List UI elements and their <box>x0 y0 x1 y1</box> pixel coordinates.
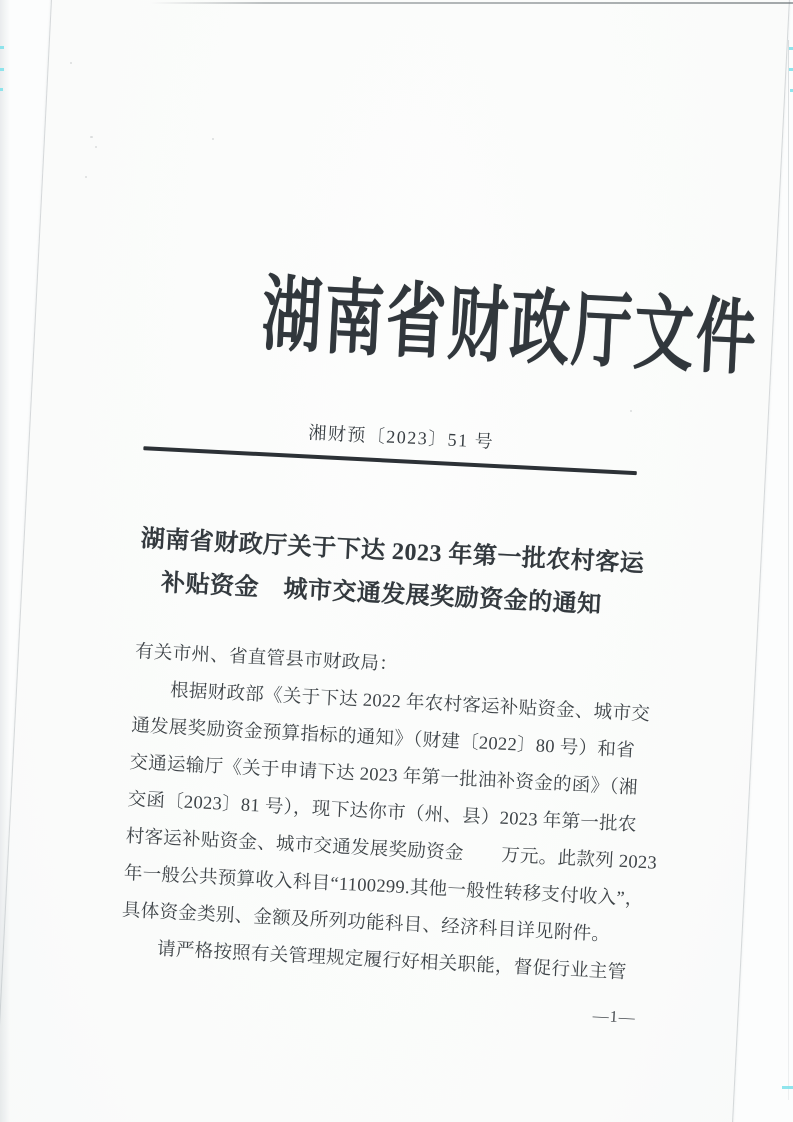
body-text <box>119 634 658 991</box>
page-number: —1— <box>592 1007 637 1027</box>
scan-top-edge-line <box>150 2 793 4</box>
body-line: 村客运补贴资金、城市交通发展奖励资金 万元。此款列 2023 <box>125 826 658 874</box>
registration-mark <box>789 68 793 71</box>
subject-heading-line-2: 补贴资金 城市交通发展奖励资金的通知 <box>160 569 603 619</box>
scan-speck <box>212 138 214 140</box>
registration-mark <box>782 1086 793 1089</box>
issuing-org-title <box>150 0 761 386</box>
scan-speck <box>630 410 632 412</box>
registration-mark <box>789 47 793 50</box>
scan-speck <box>85 176 87 178</box>
body-line: 年一般公共预算收入科目“1100299.其他一般性转移支付收入”， <box>123 863 645 910</box>
registration-mark <box>0 88 3 91</box>
salutation-line: 有关市州、省直管县市财政局： <box>134 641 399 675</box>
scan-speck <box>70 62 72 64</box>
subject-heading <box>138 518 645 628</box>
registration-mark <box>0 46 4 49</box>
subject-heading-line-1: 湖南省财政厅关于下达 2023 年第一批农村客运 <box>140 525 645 578</box>
registration-mark <box>0 68 4 71</box>
scan-speck <box>90 136 93 138</box>
body-line: 请严格按照有关管理规定履行好相关职能，督促行业主管 <box>156 939 628 983</box>
scan-left-shade <box>0 0 10 1122</box>
body-line: 交函〔2023〕81 号），现下达你市（州、县）2023 年第一批农 <box>127 789 638 836</box>
body-line: 交通运输厅《关于申请下达 2023 年第一批油补资金的函》（湘 <box>128 752 639 799</box>
issuing-org-title-text: 湖南省财政厅文件 <box>259 269 761 386</box>
body-line: 具体资金类别、金额及所列功能科目、经济科目详见附件。 <box>121 900 611 945</box>
body-line: 根据财政部《关于下达 2022 年农村客运补贴资金、城市交 <box>169 680 651 725</box>
document-number: 湘财预〔2023〕51 号 <box>307 422 495 452</box>
scan-speck <box>95 146 97 148</box>
document-content <box>119 0 761 991</box>
body-line: 通发展奖励资金预算指标的通知》（财建〔2022〕80 号）和省 <box>130 715 636 761</box>
scan-right-edge-line <box>788 40 789 1100</box>
